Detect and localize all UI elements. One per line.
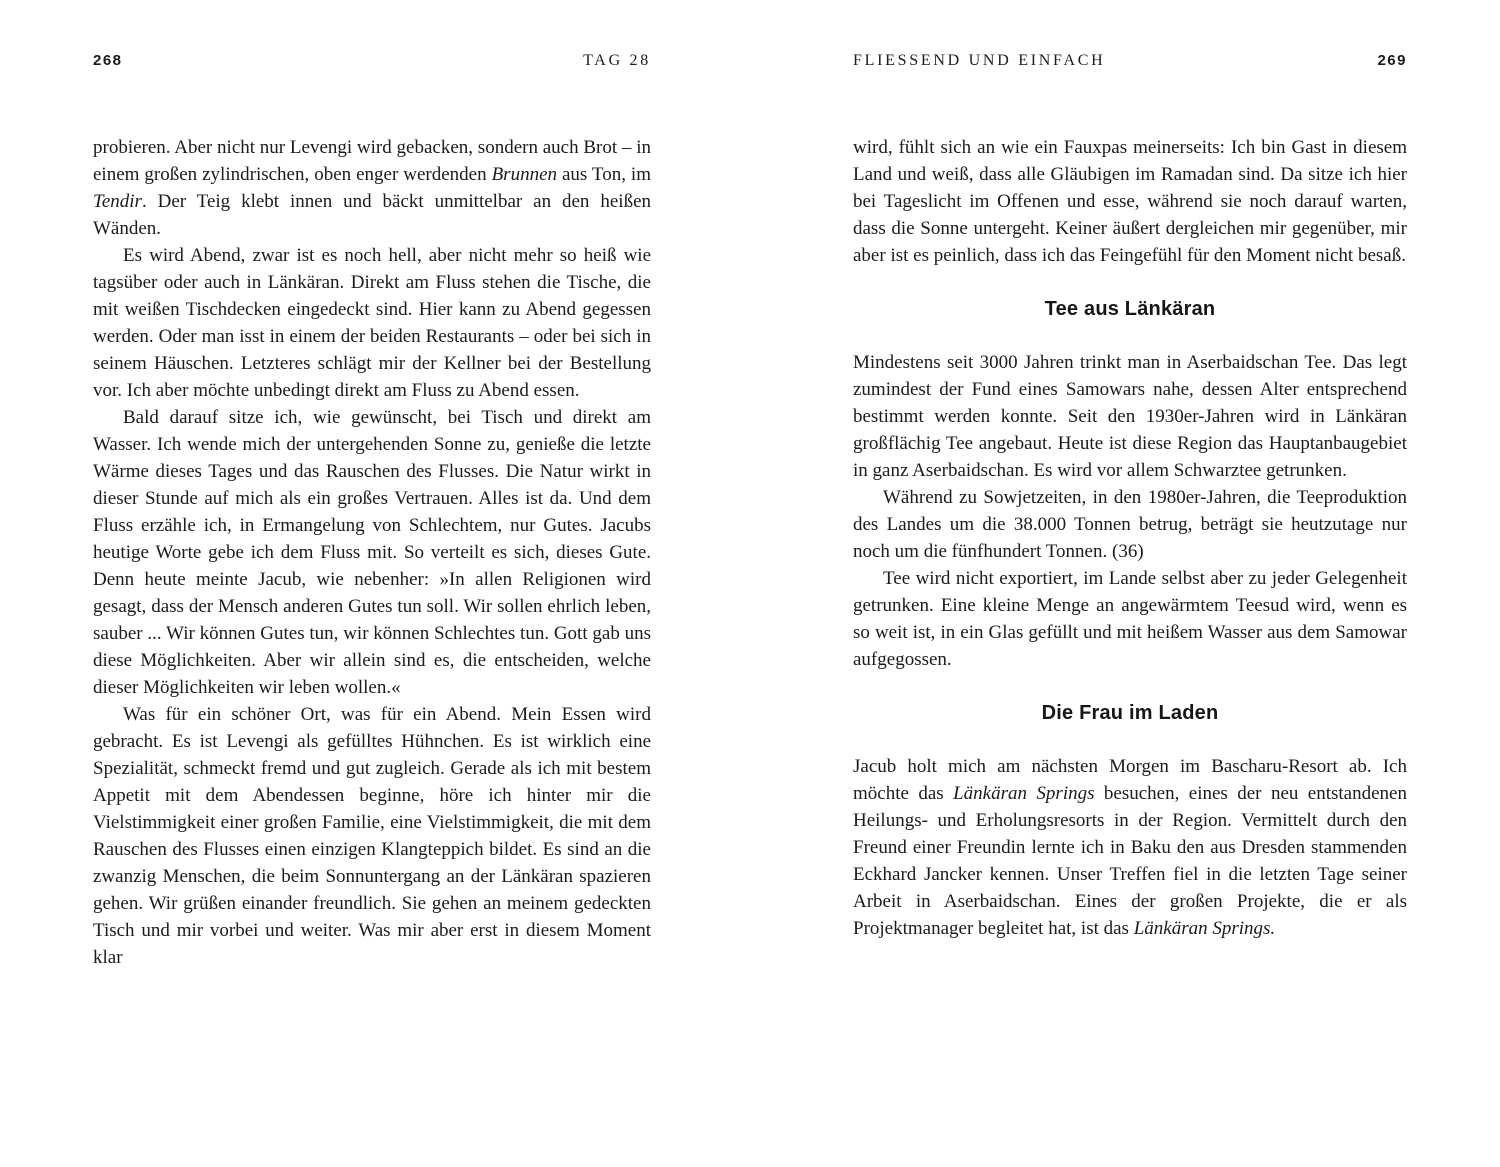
text-run: Jacub holt mich am nächsten Morgen im Bascharu-Resort ab. Ich möchte das <box>853 756 1407 804</box>
section-heading: Tee aus Länkäran <box>1044 298 1216 320</box>
italic-text-run: Brunnen <box>491 164 558 185</box>
body-paragraph <box>853 349 1407 484</box>
page-header-right <box>853 52 1407 74</box>
page-number-left: 268 <box>93 52 123 69</box>
text-run: besuchen, eines der neu entstandenen Heilungs- und Erholungsresorts in der Region. Vermittelt durch den Freund einer Freundin lernte ich in Baku den aus Dresden stammenden Eckhard Jancker kennen. Unser Treffen fiel in die letzten Tage seiner Arbeit in Aserbaidschan. Eines der großen Projekte, die er als Projektmanager begleitet hat, ist das <box>853 783 1407 939</box>
body-paragraph <box>93 242 651 404</box>
body-paragraph <box>853 753 1407 942</box>
text-run: probieren. Aber nicht nur Levengi wird gebacken, sondern auch Brot – in einem großen zylindrischen, oben enger werdenden <box>93 137 651 185</box>
text-run: Tee wird nicht exportiert, im Lande selbst aber zu jeder Gelegenheit getrunken. Eine kleine Menge an angewärmtem Teesud wird, wenn es so weit ist, in ein Glas gefüllt und mit heißem Wasser aus dem Samowar aufgegossen. <box>853 568 1407 670</box>
body-paragraph <box>853 134 1407 269</box>
body-paragraph <box>93 701 651 971</box>
page-number-right: 269 <box>1377 52 1407 69</box>
text-run: Es wird Abend, zwar ist es noch hell, aber nicht mehr so heiß wie tagsüber oder auch in Länkäran. Direkt am Fluss stehen die Tische, die mit weißen Tischdecken eingedeckt sind. Hier kann zu Abend gegessen werden. Oder man isst in einem der beiden Restaurants – oder bei sich in seinem Häuschen. Letzteres schlägt mir der Kellner bei der Bestellung vor. Ich aber möchte unbedingt direkt am Fluss zu Abend essen. <box>93 245 651 401</box>
section-heading: Die Frau im Laden <box>1041 702 1219 724</box>
text-run: Mindestens seit 3000 Jahren trinkt man in Aserbaidschan Tee. Das legt zumindest der Fund eines Samowars nahe, dessen Alter entsprechend bestimmt werden konnte. Seit den 1930er-Jahren wird in Länkäran großflächig Tee angebaut. Heute ist diese Region das Hauptanbaugebiet in ganz Aserbaidschan. Es wird vor allem Schwarztee getrunken. <box>853 352 1407 481</box>
page-body-right <box>853 134 1407 942</box>
page-body-left <box>93 134 651 971</box>
body-paragraph <box>93 134 651 242</box>
running-head-section: FLIESSEND UND EINFACH <box>853 52 1106 69</box>
page-header-left <box>93 52 651 74</box>
text-run: Während zu Sowjetzeiten, in den 1980er-Jahren, die Teeproduktion des Landes um die 38.000 Tonnen betrug, beträgt sie heutzutage nur noch um die fünfhundert Tonnen. (36) <box>853 487 1407 562</box>
body-paragraph <box>93 404 651 701</box>
text-run: wird, fühlt sich an wie ein Fauxpas meinerseits: Ich bin Gast in diesem Land und weiß, dass alle Gläubigen im Ramadan sind. Da sitze ich hier bei Tageslicht im Offenen und esse, während sie noch darauf warten, dass die Sonne untergeht. Keiner äußert dergleichen mir gegenüber, mir aber ist es peinlich, dass ich das Feingefühl für den Moment nicht besaß. <box>853 137 1407 266</box>
running-head-chapter: TAG 28 <box>583 52 651 69</box>
body-paragraph <box>853 484 1407 565</box>
italic-text-run: Länkäran Springs. <box>1133 918 1276 939</box>
text-run: . Der Teig klebt innen und bäckt unmittelbar an den heißen Wänden. <box>93 191 651 239</box>
text-run: aus Ton, im <box>557 164 651 185</box>
text-run: Bald darauf sitze ich, wie gewünscht, bei Tisch und direkt am Wasser. Ich wende mich der untergehenden Sonne zu, genieße die letzte Wärme dieses Tages und das Rauschen des Flusses. Die Natur wirkt in dieser Stunde auf mich als ein großes Vertrauen. Alles ist da. Und dem Fluss erzähle ich, in Ermangelung von Schlechtem, nur Gutes. Jacubs heutige Worte gebe ich dem Fluss mit. So verteilt es sich, dieses Gute. Denn heute meinte Jacub, wie nebenher: »In allen Religionen wird gesagt, dass der Mensch anderen Gutes tun soll. Wir sollen ehrlich leben, sauber ... Wir können Gutes tun, wir können Schlechtes tun. Gott gab uns diese Möglichkeiten. Aber wir allein sind es, die entscheiden, welche dieser Möglichkeiten wir leben wollen.« <box>93 407 651 698</box>
italic-text-run: Länkäran Springs <box>953 783 1095 804</box>
page-right <box>750 0 1500 1167</box>
body-paragraph <box>853 565 1407 673</box>
italic-text-run: Tendir <box>93 191 142 212</box>
text-run: Was für ein schöner Ort, was für ein Abend. Mein Essen wird gebracht. Es ist Levengi als gefülltes Hühnchen. Es ist wirklich eine Spezialität, schmeckt fremd und gut zugleich. Gerade als ich mit bestem Appetit mit dem Abendessen beginne, höre ich hinter mir die Vielstimmigkeit einer großen Familie, eine Vielstimmigkeit, die mit dem Rauschen des Flusses einen einzigen Klangteppich bildet. Es sind an die zwanzig Menschen, die beim Sonnuntergang an der Länkäran spazieren gehen. Wir grüßen einander freundlich. Sie gehen an meinem gedeckten Tisch und mir vorbei und weiter. Was mir aber erst in diesem Moment klar <box>93 704 651 968</box>
